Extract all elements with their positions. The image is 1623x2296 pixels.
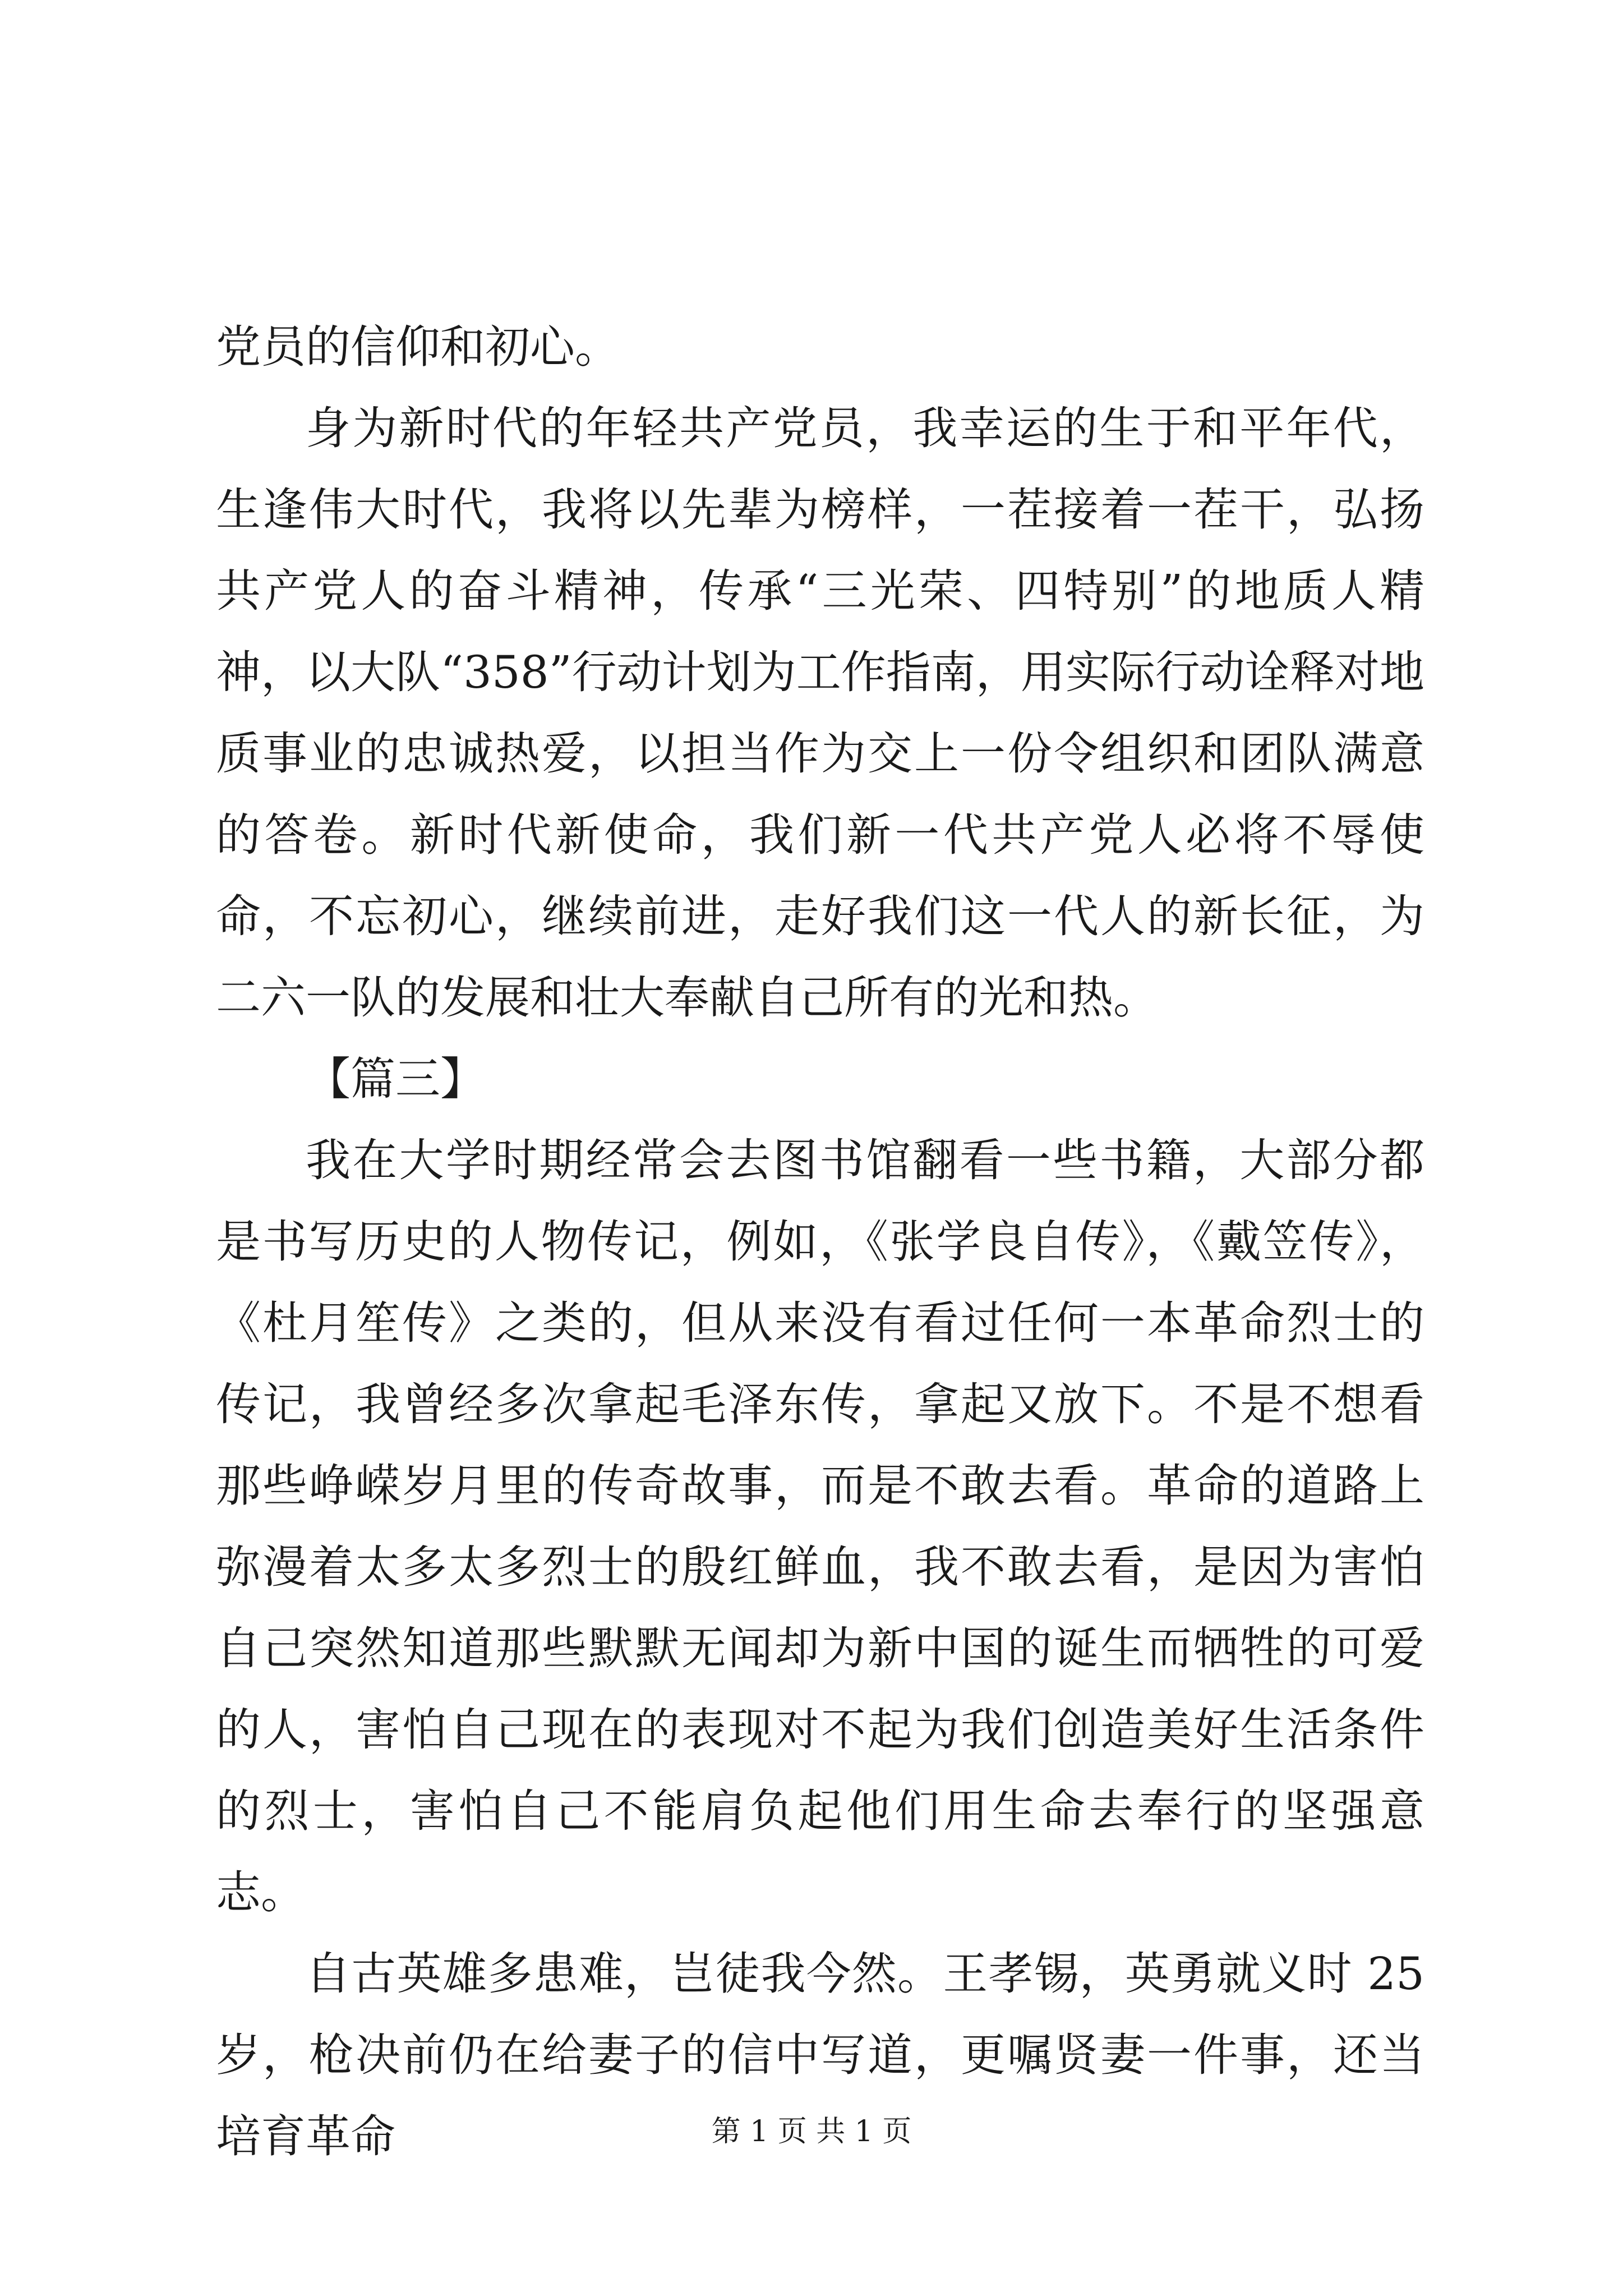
- document-body: [216, 306, 1424, 2177]
- paragraph-heroes: 自古英雄多患难，岂徒我今然。王孝锡，英勇就义时 25 岁，枪决前仍在给妻子的信中写道，更嘱贤妻一件事，还当培育革命: [216, 1948, 1424, 2162]
- paragraph-continuation: 党员的信仰和初心。: [216, 321, 620, 373]
- paragraph-new-era-member: 身为新时代的年轻共产党员，我幸运的生于和平年代，生逢伟大时代，我将以先辈为榜样，一茬接着一茬干，弘扬共产党人的奋斗精神，传承“三光荣、四特别”的地质人精神，以大队“358”行动计划为工作指南，用实际行动诠释对地质事业的忠诚热爱，以担当作为交上一份令组织和团队满意的答卷。新时代新使命，我们新一代共产党人必将不辱使命，不忘初心，继续前进，走好我们这一代人的新长征，为二六一队的发展和壮大奉献自己所有的光和热。: [216, 402, 1424, 1024]
- paragraph-university-library: 我在大学时期经常会去图书馆翻看一些书籍，大部分都是书写历史的人物传记，例如，《张学良自传》，《戴笠传》，《杜月笙传》之类的，但从来没有看过任何一本革命烈士的传记，我曾经多次拿起毛泽东传，拿起又放下。不是不想看那些峥嵘岁月里的传奇故事，而是不敢去看。革命的道路上弥漫着太多太多烈士的殷红鲜血，我不敢去看，是因为害怕自己突然知道那些默默无闻却为新中国的诞生而牺牲的可爱的人，害怕自己现在的表现对不起为我们创造美好生活条件的烈士，害怕自己不能肩负起他们用生命去奉行的坚强意志。: [216, 1134, 1424, 1918]
- page-footer: 第 1 页 共 1 页: [711, 2115, 912, 2148]
- section-heading-part-three: 【篇三】: [306, 1053, 485, 1105]
